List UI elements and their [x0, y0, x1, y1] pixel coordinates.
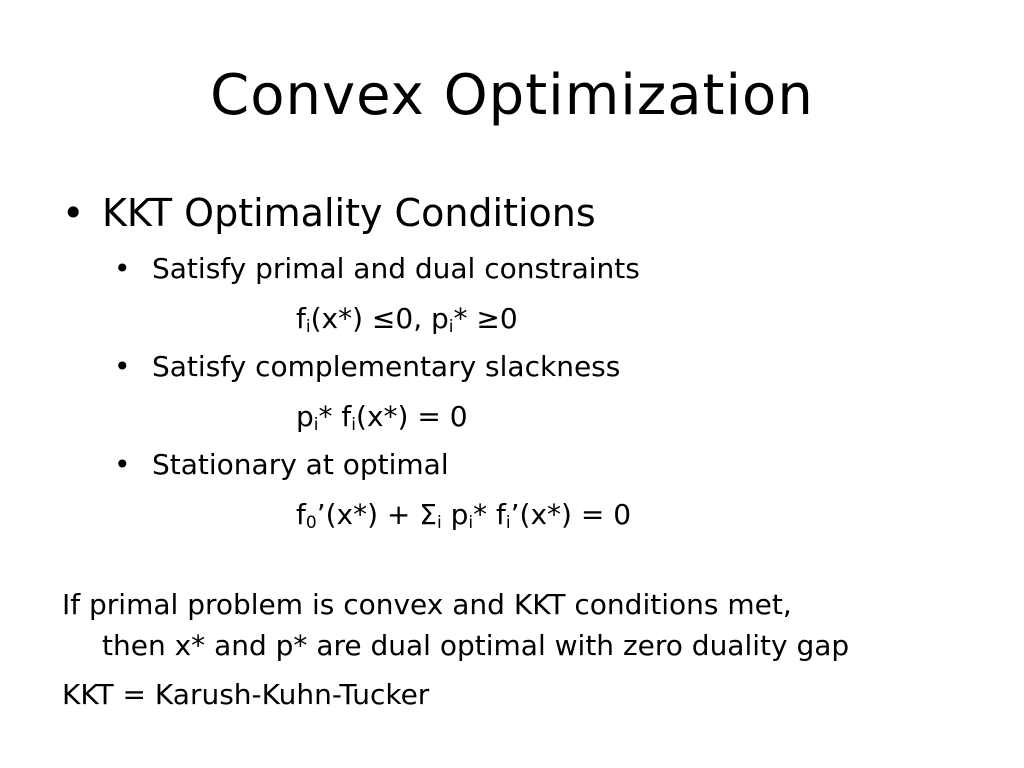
bullet-icon: • — [114, 252, 131, 285]
bullet-icon: • — [114, 448, 131, 481]
sub-bullet-stationary — [114, 447, 449, 483]
sub-bullet-text: Stationary at optimal — [152, 448, 449, 481]
formula-subscript: i — [505, 513, 511, 533]
formula-subscript: i — [468, 513, 474, 533]
formula-subscript: i — [313, 415, 319, 435]
formula-subscript: i — [448, 317, 454, 337]
paragraph-line-1: If primal problem is convex and KKT conditions met, — [62, 588, 792, 621]
paragraph-line-2: then x* and p* are dual optimal with zero duality gap — [102, 629, 850, 662]
formula-subscript: i — [351, 415, 357, 435]
formula-primal-dual: $f_i(x*) \le 0$, $p_i* \ge 0$ — [296, 302, 518, 337]
sub-bullet-text: Satisfy primal and dual constraints — [152, 252, 640, 285]
sub-bullet-slackness — [114, 349, 620, 385]
formula-stationary: $f_0’(x*) + \Sigma_i$ $p_i*$ $f_i’(x*) = 0$ — [296, 498, 632, 533]
kkt-conclusion-paragraph — [62, 584, 849, 666]
main-bullet-text: KKT Optimality Conditions — [102, 191, 596, 235]
formula-slackness: $p_i*$ $f_i(x*) = 0$ — [296, 400, 468, 435]
bullet-icon: • — [114, 350, 131, 383]
main-bullet — [62, 190, 596, 236]
kkt-footnote: KKT = Karush-Kuhn-Tucker — [62, 678, 430, 711]
sub-bullet-primal-dual — [114, 251, 640, 287]
formula-subscript: i — [436, 513, 442, 533]
bullet-icon: • — [62, 191, 85, 235]
slide-title: Convex Optimization — [210, 63, 814, 128]
formula-subscript: 0 — [305, 513, 317, 533]
formula-subscript: i — [305, 317, 311, 337]
sub-bullet-text: Satisfy complementary slackness — [152, 350, 621, 383]
